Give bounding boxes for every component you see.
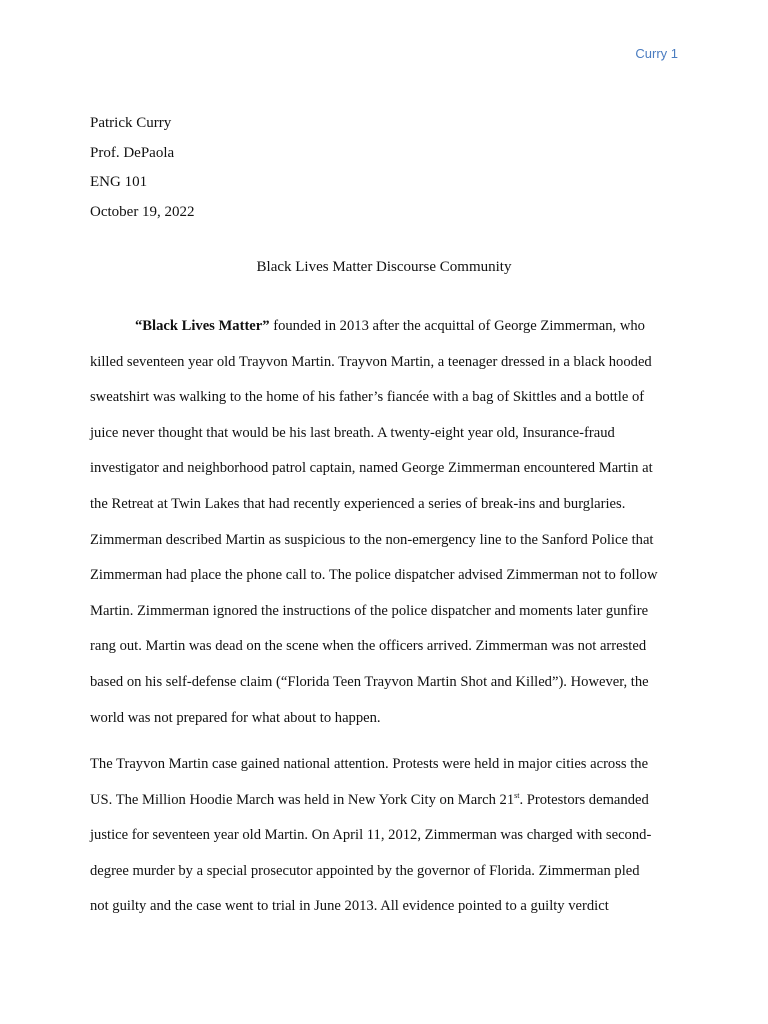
paragraph-line: justice for seventeen year old Martin. On April 11, 2012, Zimmerman was charged with second-: [90, 827, 652, 844]
paragraph-line: the Retreat at Twin Lakes that had recently experienced a series of break-ins and burglaries.: [90, 495, 626, 512]
bold-lead: “Black Lives Matter”: [135, 318, 270, 334]
paragraph-1: [90, 309, 680, 736]
line-text: US. The Million Hoodie March was held in New York City on March 21: [90, 791, 515, 808]
line-text: founded in 2013 after the acquittal of George Zimmerman, who: [269, 318, 645, 334]
paragraph-line: world was not prepared for what about to happen.: [90, 709, 381, 726]
paragraph-line: not guilty and the case went to trial in June 2013. All evidence pointed to a guilty verdict: [90, 898, 609, 915]
professor-name: Prof. DePaola: [90, 144, 175, 161]
paragraph-line: Martin. Zimmerman ignored the instructions of the police dispatcher and moments later gunfire: [90, 602, 649, 619]
paragraph-line: Zimmerman had place the phone call to. The police dispatcher advised Zimmerman not to follow: [90, 567, 658, 584]
course-name: ENG 101: [90, 174, 148, 191]
author-name: Patrick Curry: [90, 115, 172, 131]
paragraph-line: killed seventeen year old Trayvon Martin. Trayvon Martin, a teenager dressed in a black hooded: [90, 353, 652, 370]
essay-date: October 19, 2022: [90, 204, 195, 221]
paragraph-line: [90, 783, 680, 819]
mla-heading: [90, 109, 195, 228]
paragraph-line: investigator and neighborhood patrol captain, named George Zimmerman encountered Martin at: [90, 460, 653, 477]
line-text: . Protestors demanded: [519, 791, 649, 808]
paragraph-line: Zimmerman described Martin as suspicious to the non-emergency line to the Sanford Police that: [90, 531, 654, 548]
paragraph-line: rang out. Martin was dead on the scene when the officers arrived. Zimmerman was not arrested: [90, 638, 647, 655]
paragraph-line: based on his self-defense claim (“Florida Teen Trayvon Martin Shot and Killed”). However, the: [90, 673, 649, 690]
paragraph-line: The Trayvon Martin case gained national attention. Protests were held in major cities across the: [90, 756, 649, 772]
page-header: Curry 1: [635, 46, 678, 61]
paragraph-line: degree murder by a special prosecutor appointed by the governor of Florida. Zimmerman pled: [90, 862, 640, 879]
essay-title: Black Lives Matter Discourse Community: [256, 259, 512, 275]
paragraph-line: [90, 309, 680, 345]
paragraph-line: juice never thought that would be his last breath. A twenty-eight year old, Insurance-fraud: [90, 424, 615, 441]
paragraph-line: sweatshirt was walking to the home of his father’s fiancée with a bag of Skittles and a bottle of: [90, 389, 645, 406]
superscript-ordinal: st: [514, 790, 520, 800]
paragraph-2: [90, 747, 680, 925]
